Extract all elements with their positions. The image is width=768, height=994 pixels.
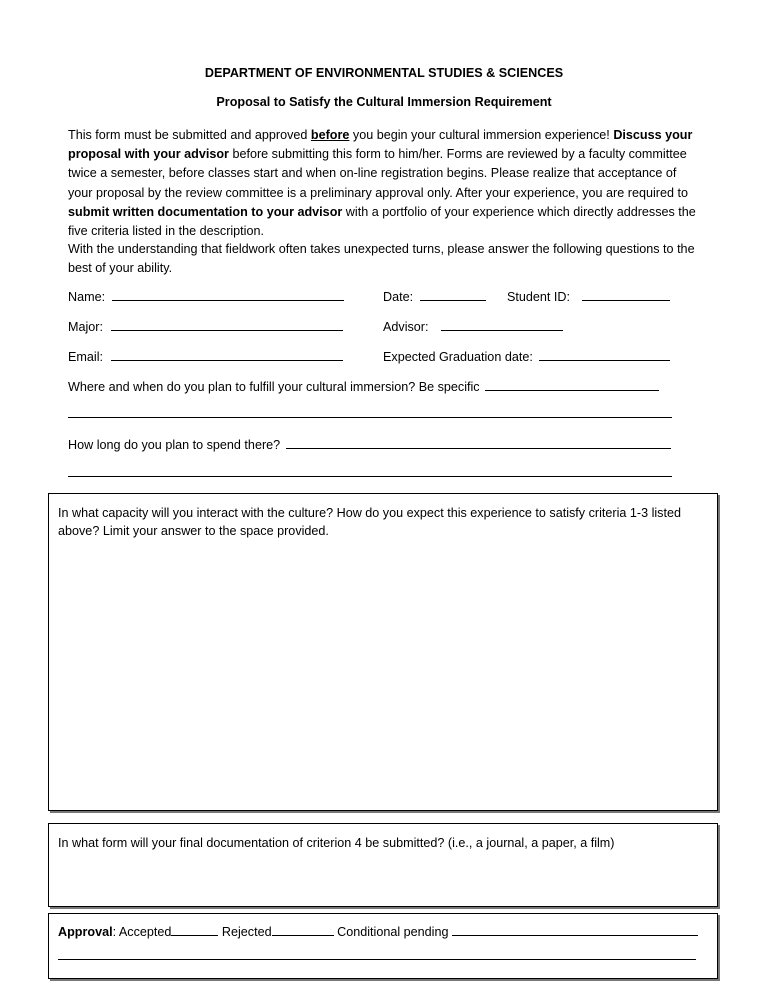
advisor-blank[interactable] xyxy=(441,318,563,331)
intro-text-4: with a portfolio of your experience which directly addresses the five criteria listed in the description. xyxy=(68,204,696,239)
name-label: Name: xyxy=(68,290,106,304)
approval-box xyxy=(48,913,718,979)
email-field xyxy=(68,348,343,364)
conditional-label: Conditional pending xyxy=(333,925,452,939)
capacity-question: In what capacity will you interact with the culture? How do you expect this experience to satisfy criteria 1-3 listed above? Limit your answer to the space provided. xyxy=(58,506,681,538)
advisor-field xyxy=(383,318,563,334)
documentation-answer-box[interactable] xyxy=(48,823,718,907)
date-field xyxy=(383,288,486,304)
major-label: Major: xyxy=(68,320,103,334)
intro-text-2: you begin your cultural immersion experience! xyxy=(349,128,614,142)
email-label: Email: xyxy=(68,350,103,364)
rejected-blank[interactable] xyxy=(272,923,334,936)
intro-paragraph xyxy=(68,126,704,241)
conditional-blank[interactable] xyxy=(452,923,698,936)
approval-notes-line[interactable] xyxy=(58,959,696,960)
intro-before: before xyxy=(310,128,350,142)
accepted-blank[interactable] xyxy=(171,923,218,936)
where-blank[interactable] xyxy=(485,378,659,391)
graduation-label: Expected Graduation date: xyxy=(383,350,533,364)
name-blank[interactable] xyxy=(112,288,344,301)
advisor-label: Advisor: xyxy=(383,320,429,334)
student-id-label: Student ID: xyxy=(507,290,571,304)
intro-text-1: This form must be submitted and approved xyxy=(68,128,311,142)
graduation-blank[interactable] xyxy=(539,348,670,361)
where-answer-line[interactable] xyxy=(68,417,672,418)
student-id-field xyxy=(507,288,670,304)
email-blank[interactable] xyxy=(111,348,343,361)
rejected-label: Rejected xyxy=(218,925,272,939)
how-long-blank[interactable] xyxy=(286,436,671,449)
documentation-question: In what form will your final documentation of criterion 4 be submitted? (i.e., a journal, a paper, a film) xyxy=(58,836,615,850)
major-field xyxy=(68,318,343,334)
accepted-label: : Accepted xyxy=(112,925,172,939)
intro-discuss-advisor: Discuss your proposal with your advisor xyxy=(68,128,693,162)
approval-label: Approval xyxy=(58,925,113,939)
approval-row xyxy=(58,923,698,939)
major-blank[interactable] xyxy=(111,318,343,331)
intro-text-3: before submitting this form to him/her. Forms are reviewed by a faculty committee twice a semester, before classes start and when on-line registration begins. Please realize that acceptance of your proposal by the review committee is a preliminary approval only. After your experience, you are required to xyxy=(68,147,688,200)
name-field xyxy=(68,288,344,304)
how-long-answer-line[interactable] xyxy=(68,476,672,477)
how-long-label: How long do you plan to spend there? xyxy=(68,438,281,452)
date-label: Date: xyxy=(383,290,414,304)
where-question xyxy=(68,378,659,394)
form-title: Proposal to Satisfy the Cultural Immersion Requirement xyxy=(216,95,552,109)
student-id-blank[interactable] xyxy=(582,288,670,301)
graduation-field xyxy=(383,348,670,364)
date-blank[interactable] xyxy=(420,288,486,301)
intro-submit-documentation: submit written documentation to your advisor xyxy=(68,204,343,219)
understanding-paragraph: With the understanding that fieldwork often takes unexpected turns, please answer the following questions to the best of your ability. xyxy=(68,242,695,276)
capacity-answer-box[interactable] xyxy=(48,493,718,811)
how-long-question xyxy=(68,436,671,452)
department-title: DEPARTMENT OF ENVIRONMENTAL STUDIES & SCIENCES xyxy=(204,66,564,80)
where-label: Where and when do you plan to fulfill your cultural immersion? Be specific xyxy=(68,380,480,394)
